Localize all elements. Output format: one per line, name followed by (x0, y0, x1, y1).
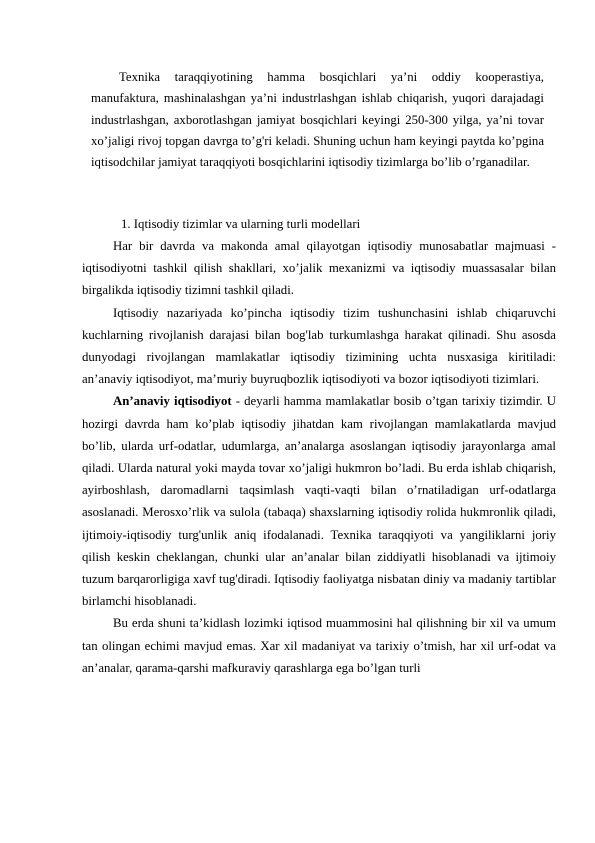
paragraph-3-text: - deyarli hamma mamlakatlar bosib o’tgan tarixiy tizimdir. U hozirgi davrda ham ko’plab iqtisodiy jihatdan kam rivojlangan mamlakatlarda mavjud bo’lib, ularda urf-odatlar, udumlarga, an’analarga asoslangan iqtisodiy jarayonlarga amal qiladi. Ularda natural yoki mayda tovar xo’jaligi hukmron bo’ladi. Bu erda ishlab chiqarish, ayirboshlash, daromadlarni taqsimlash vaqti-vaqti bilan o’rnatiladigan urf-odatlarga asoslanadi. Merosxo’rlik va sulola (tabaqa) shaxslarning iqtisodiy rolida hukmronlik qiladi, ijtimoiy-iqtisodiy turg'unlik aniq ifodalanadi. Texnika taraqqiyoti va yangiliklarni joriy qilish keskin cheklangan, chunki ular an’analar bilan ziddiyatli hisoblanadi va ijtimoiy tuzum barqarorligiga xavf tug'diradi. Iqtisodiy faoliyatga nisbatan diniy va madaniy tartiblar birlamchi hisoblanadi. (82, 394, 556, 609)
term-traditional-economy: An’anaviy iqtisodiyot (113, 394, 232, 409)
intro-paragraph: Texnika taraqqiyotining hamma bosqichlari ya’ni oddiy kooperastiya, manufaktura, mashinalashgan ya’ni industrlashgan ishlab chiqarish, yuqori darajadagi industrlashgan, axborotlashgan jamiyat bosqichlari keyingi 250-300 yilga, ya’ni tovar xo’jaligi rivoj topgan davrga to’g'ri keladi. Shuning uchun ham keyingi paytda ko’pgina iqtisodchilar jamiyat taraqqiyoti bosqichlarini iqtisodiy tizimlarga bo’lib o’rganadilar. (91, 70, 544, 170)
paragraph-4: Bu erda shuni ta’kidlash lozimki iqtisod muammosini hal qilishning bir xil va umum tan olingan echimi mavjud emas. Xar xil madaniyat va tarixiy o’tmish, har xil urf-odat va an’analar, qarama-qarshi mafkuraviy qarashlarga ega bo’lgan turli (82, 616, 556, 675)
paragraph-1: Har bir davrda va makonda amal qilayotgan iqtisodiy munosabatlar majmuasi - iqtisodiyotni tashkil qilish shakllari, xo’jalik mexanizmi va iqtisodiy muassasalar bilan birgalikda iqtisodiy tizimni tashkil qiladi. (82, 239, 556, 298)
intro-block (91, 67, 544, 173)
paragraph-3 (82, 390, 556, 612)
body-text (82, 235, 556, 679)
section-heading: 1. Iqtisodiy tizimlar va ularning turli modellari (121, 217, 361, 231)
paragraph-2: Iqtisodiy nazariyada ko’pincha iqtisodiy tizim tushunchasini ishlab chiqaruvchi kuchlarning rivojlanish darajasi bilan bog'lab turkumlashga harakat qilinadi. Shu asosda dunyodagi rivojlangan mamlakatlar iqtisodiy tizimining uchta nusxasiga kiritiladi: an’anaviy iqtisodiyot, ma’muriy buyruqbozlik iqtisodiyoti va bozor iqtisodiyoti tizimlari. (82, 305, 556, 387)
